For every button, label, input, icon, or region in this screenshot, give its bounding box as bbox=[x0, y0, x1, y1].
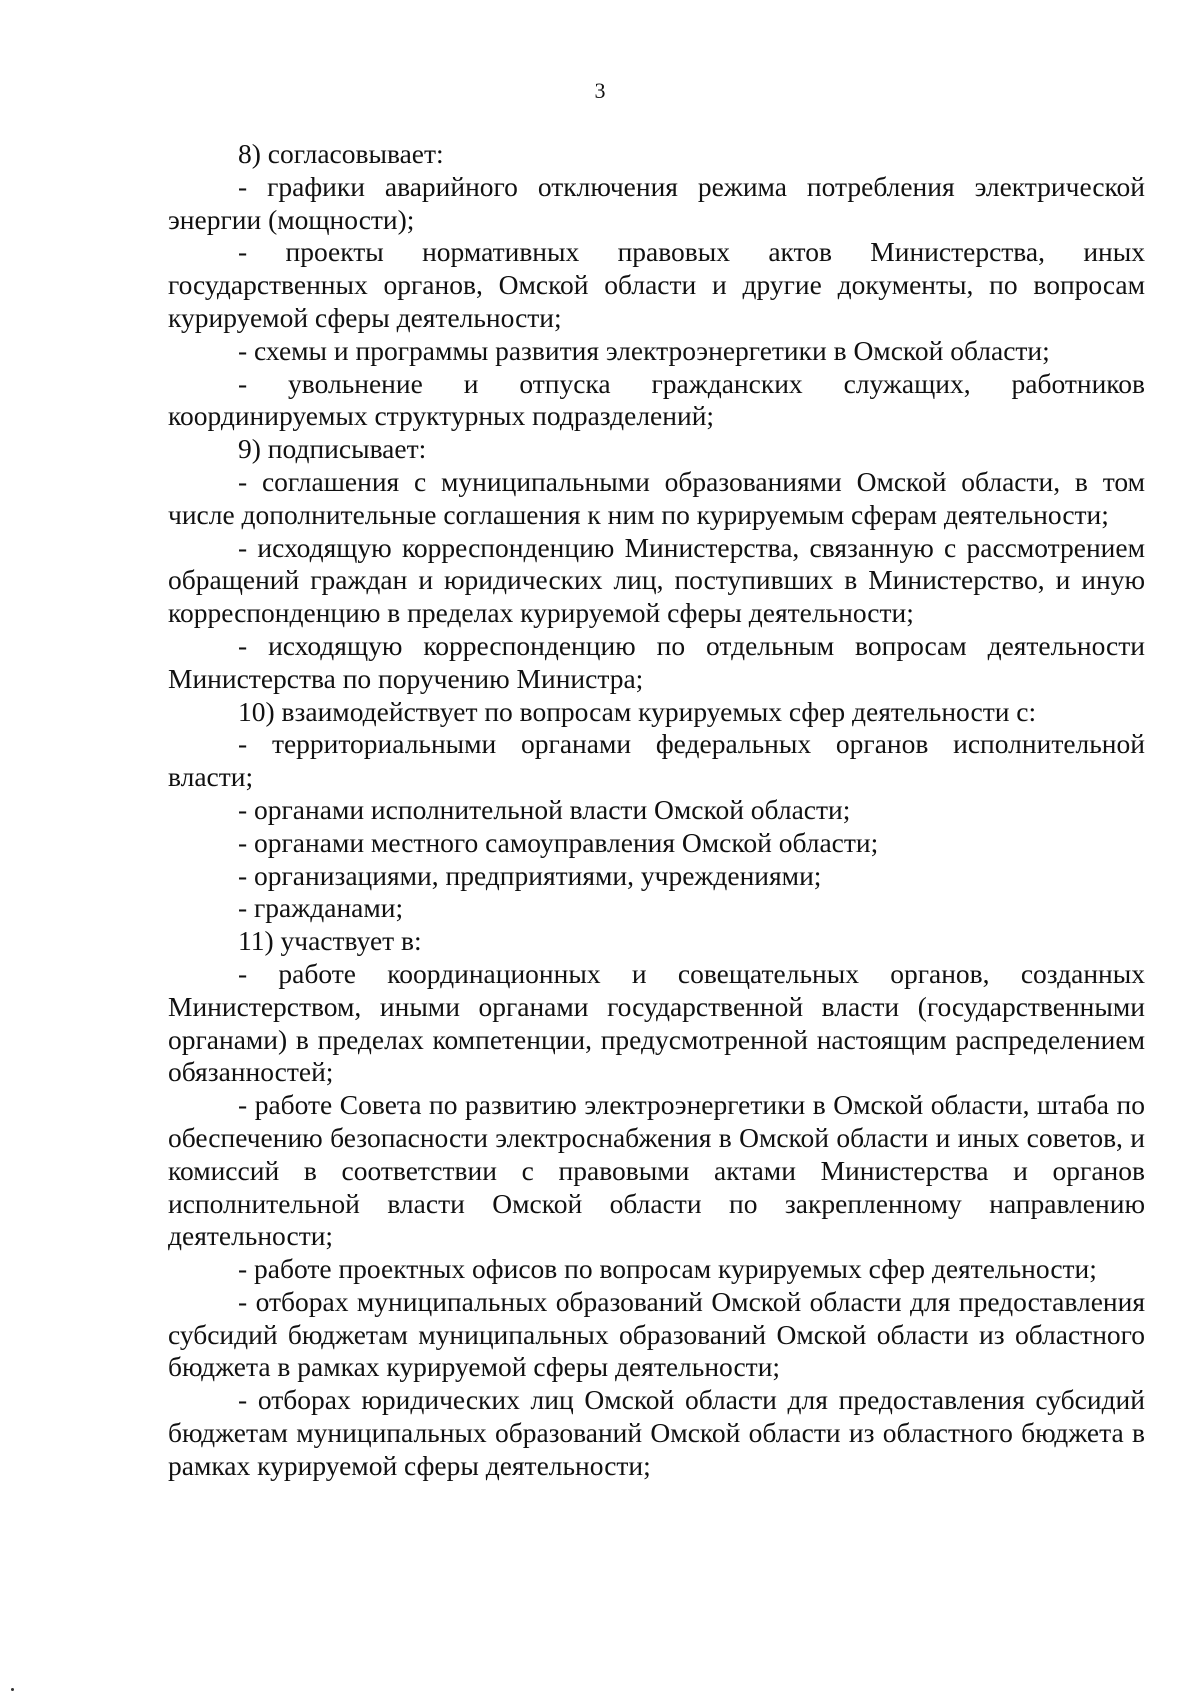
paragraph: - графики аварийного отключения режима потребления электрической энергии (мощности); bbox=[168, 170, 1145, 235]
document-body bbox=[168, 138, 1145, 1483]
paragraph: - отборах юридических лиц Омской области для предоставления субсидий бюджетам муниципальных образований Омской области из областного бюджета в рамках курируемой сферы деятельности; bbox=[168, 1384, 1145, 1481]
paragraph: - органами исполнительной власти Омской области; bbox=[238, 793, 851, 825]
paragraph: 9) подписывает: bbox=[238, 433, 427, 465]
paragraph: - организациями, предприятиями, учреждениями; bbox=[238, 859, 822, 891]
paragraph: - проекты нормативных правовых актов Министерства, иных государственных органов, Омской области и другие документы, по вопросам курируемой сферы деятельности; bbox=[168, 236, 1145, 333]
paragraph: - гражданами; bbox=[238, 892, 404, 924]
paragraph: 8) согласовывает: bbox=[238, 138, 444, 169]
paragraph: - отборах муниципальных образований Омской области для предоставления субсидий бюджетам муниципальных образований Омской области из областного бюджета в рамках курируемой сферы деятельности; bbox=[168, 1285, 1145, 1383]
paragraph: - работе координационных и совещательных органов, созданных Министерством, иными органами государственной власти (государственными органами) в пределах компетенции, предусмотренной настоящим распределением обязанностей; bbox=[168, 957, 1145, 1088]
paragraph: - увольнение и отпуска гражданских служащих, работников координируемых структурных подразделений; bbox=[168, 367, 1145, 432]
paragraph: - работе проектных офисов по вопросам курируемых сфер деятельности; bbox=[238, 1253, 1097, 1285]
paragraph: 10) взаимодействует по вопросам курируемых сфер деятельности с: bbox=[238, 695, 1037, 727]
paragraph: - соглашения с муниципальными образованиями Омской области, в том числе дополнительные соглашения к ним по курируемым сферам деятельности; bbox=[168, 465, 1145, 530]
paragraph: - территориальными органами федеральных органов исполнительной власти; bbox=[168, 728, 1145, 793]
page-number: 3 bbox=[594, 78, 606, 103]
paragraph: - исходящую корреспонденцию по отдельным вопросам деятельности Министерства по поручению Министра; bbox=[168, 629, 1145, 694]
paragraph: - схемы и программы развития электроэнергетики в Омской области; bbox=[238, 334, 1050, 366]
paragraph: - работе Совета по развитию электроэнергетики в Омской области, штаба по обеспечению безопасности электроснабжения в Омской области и иных советов, и комиссий в соответствии с правовыми актами Министерства и органов исполнительной власти Омской области по закрепленному направлению деятельности; bbox=[168, 1089, 1145, 1252]
paragraph: 11) участвует в: bbox=[238, 925, 422, 957]
paragraph: - исходящую корреспонденцию Министерства, связанную с рассмотрением обращений граждан и юридических лиц, поступивших в Министерство, и иную корреспонденцию в пределах курируемой сферы деятельности; bbox=[168, 531, 1145, 629]
scan-speck bbox=[11, 1688, 14, 1691]
paragraph: - органами местного самоуправления Омской области; bbox=[238, 826, 879, 858]
